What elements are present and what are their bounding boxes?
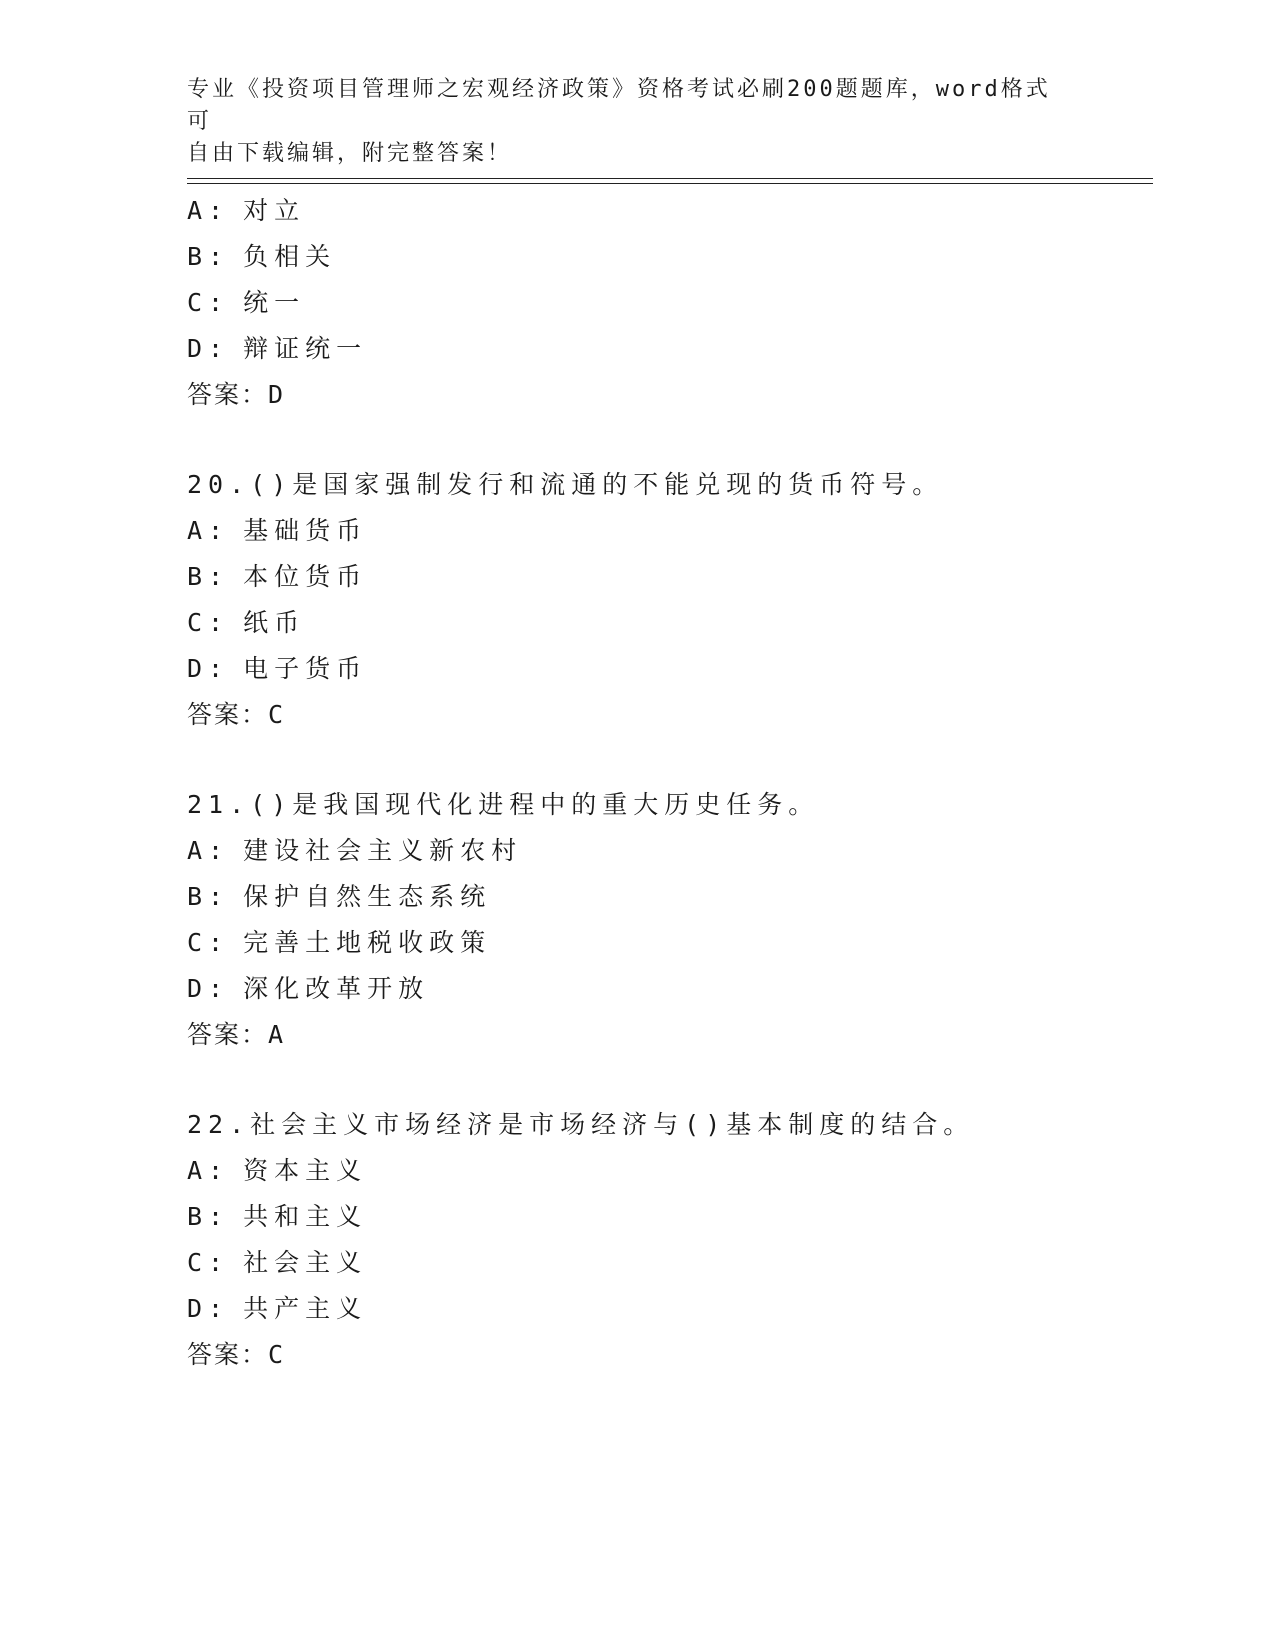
option-text: 基础货币 — [243, 516, 368, 545]
option-letter: C: — [187, 928, 230, 957]
answer-line — [187, 372, 1153, 418]
option-text: 共产主义 — [243, 1294, 368, 1323]
header-divider-bottom — [187, 183, 1153, 184]
option-letter: C: — [187, 288, 230, 317]
option-text: 深化改革开放 — [243, 974, 430, 1003]
option-text: 电子货币 — [243, 654, 368, 683]
answer-line — [187, 692, 1153, 738]
option-d — [187, 1286, 1153, 1332]
header-divider-top — [187, 178, 1153, 179]
option-text: 负相关 — [243, 242, 337, 271]
option-letter: A: — [187, 836, 230, 865]
header-title-line-1: 专业《投资项目管理师之宏观经济政策》资格考试必刷200题题库，word格式可 — [187, 77, 1051, 134]
option-c — [187, 1240, 1153, 1286]
option-letter: A: — [187, 196, 230, 225]
question-stem: 22.社会主义市场经济是市场经济与()基本制度的结合。 — [187, 1110, 975, 1139]
answer-label: 答案： — [187, 700, 269, 729]
question-19-continued — [187, 188, 1153, 418]
question-20 — [187, 462, 1153, 738]
question-21 — [187, 782, 1153, 1058]
option-letter: D: — [187, 974, 230, 1003]
option-letter: B: — [187, 562, 230, 591]
document-header — [187, 74, 1067, 170]
option-c — [187, 920, 1153, 966]
option-b — [187, 234, 1153, 280]
option-text: 辩证统一 — [243, 334, 368, 363]
option-letter: D: — [187, 654, 230, 683]
question-stem: 21.()是我国现代化进程中的重大历史任务。 — [187, 790, 820, 819]
option-text: 建设社会主义新农村 — [243, 836, 523, 865]
option-letter: B: — [187, 242, 230, 271]
option-text: 资本主义 — [243, 1156, 368, 1185]
option-d — [187, 966, 1153, 1012]
answer-line — [187, 1332, 1153, 1378]
option-d — [187, 646, 1153, 692]
question-list — [187, 188, 1153, 1378]
option-b — [187, 554, 1153, 600]
option-a — [187, 1148, 1153, 1194]
question-stem: 20.()是国家强制发行和流通的不能兑现的货币符号。 — [187, 470, 944, 499]
option-a — [187, 508, 1153, 554]
answer-value: C — [268, 700, 284, 729]
option-a — [187, 188, 1153, 234]
question-22 — [187, 1102, 1153, 1378]
option-text: 统一 — [243, 288, 306, 317]
answer-value: C — [268, 1340, 284, 1369]
answer-label: 答案： — [187, 1340, 269, 1369]
option-text: 社会主义 — [243, 1248, 368, 1277]
option-letter: D: — [187, 334, 230, 363]
option-text: 对立 — [243, 196, 306, 225]
option-letter: A: — [187, 516, 230, 545]
option-text: 共和主义 — [243, 1202, 368, 1231]
option-text: 完善土地税收政策 — [243, 928, 492, 957]
answer-value: D — [268, 380, 284, 409]
option-text: 纸币 — [243, 608, 306, 637]
option-c — [187, 280, 1153, 326]
option-a — [187, 828, 1153, 874]
header-title-line-2: 自由下载编辑，附完整答案！ — [187, 141, 513, 166]
option-letter: D: — [187, 1294, 230, 1323]
option-letter: C: — [187, 608, 230, 637]
answer-label: 答案： — [187, 380, 269, 409]
option-text: 本位货币 — [243, 562, 368, 591]
answer-line — [187, 1012, 1153, 1058]
option-letter: A: — [187, 1156, 230, 1185]
option-d — [187, 326, 1153, 372]
option-text: 保护自然生态系统 — [243, 882, 492, 911]
option-b — [187, 1194, 1153, 1240]
answer-label: 答案： — [187, 1020, 269, 1049]
option-letter: B: — [187, 882, 230, 911]
option-letter: B: — [187, 1202, 230, 1231]
option-b — [187, 874, 1153, 920]
option-c — [187, 600, 1153, 646]
answer-value: A — [268, 1020, 284, 1049]
option-letter: C: — [187, 1248, 230, 1277]
